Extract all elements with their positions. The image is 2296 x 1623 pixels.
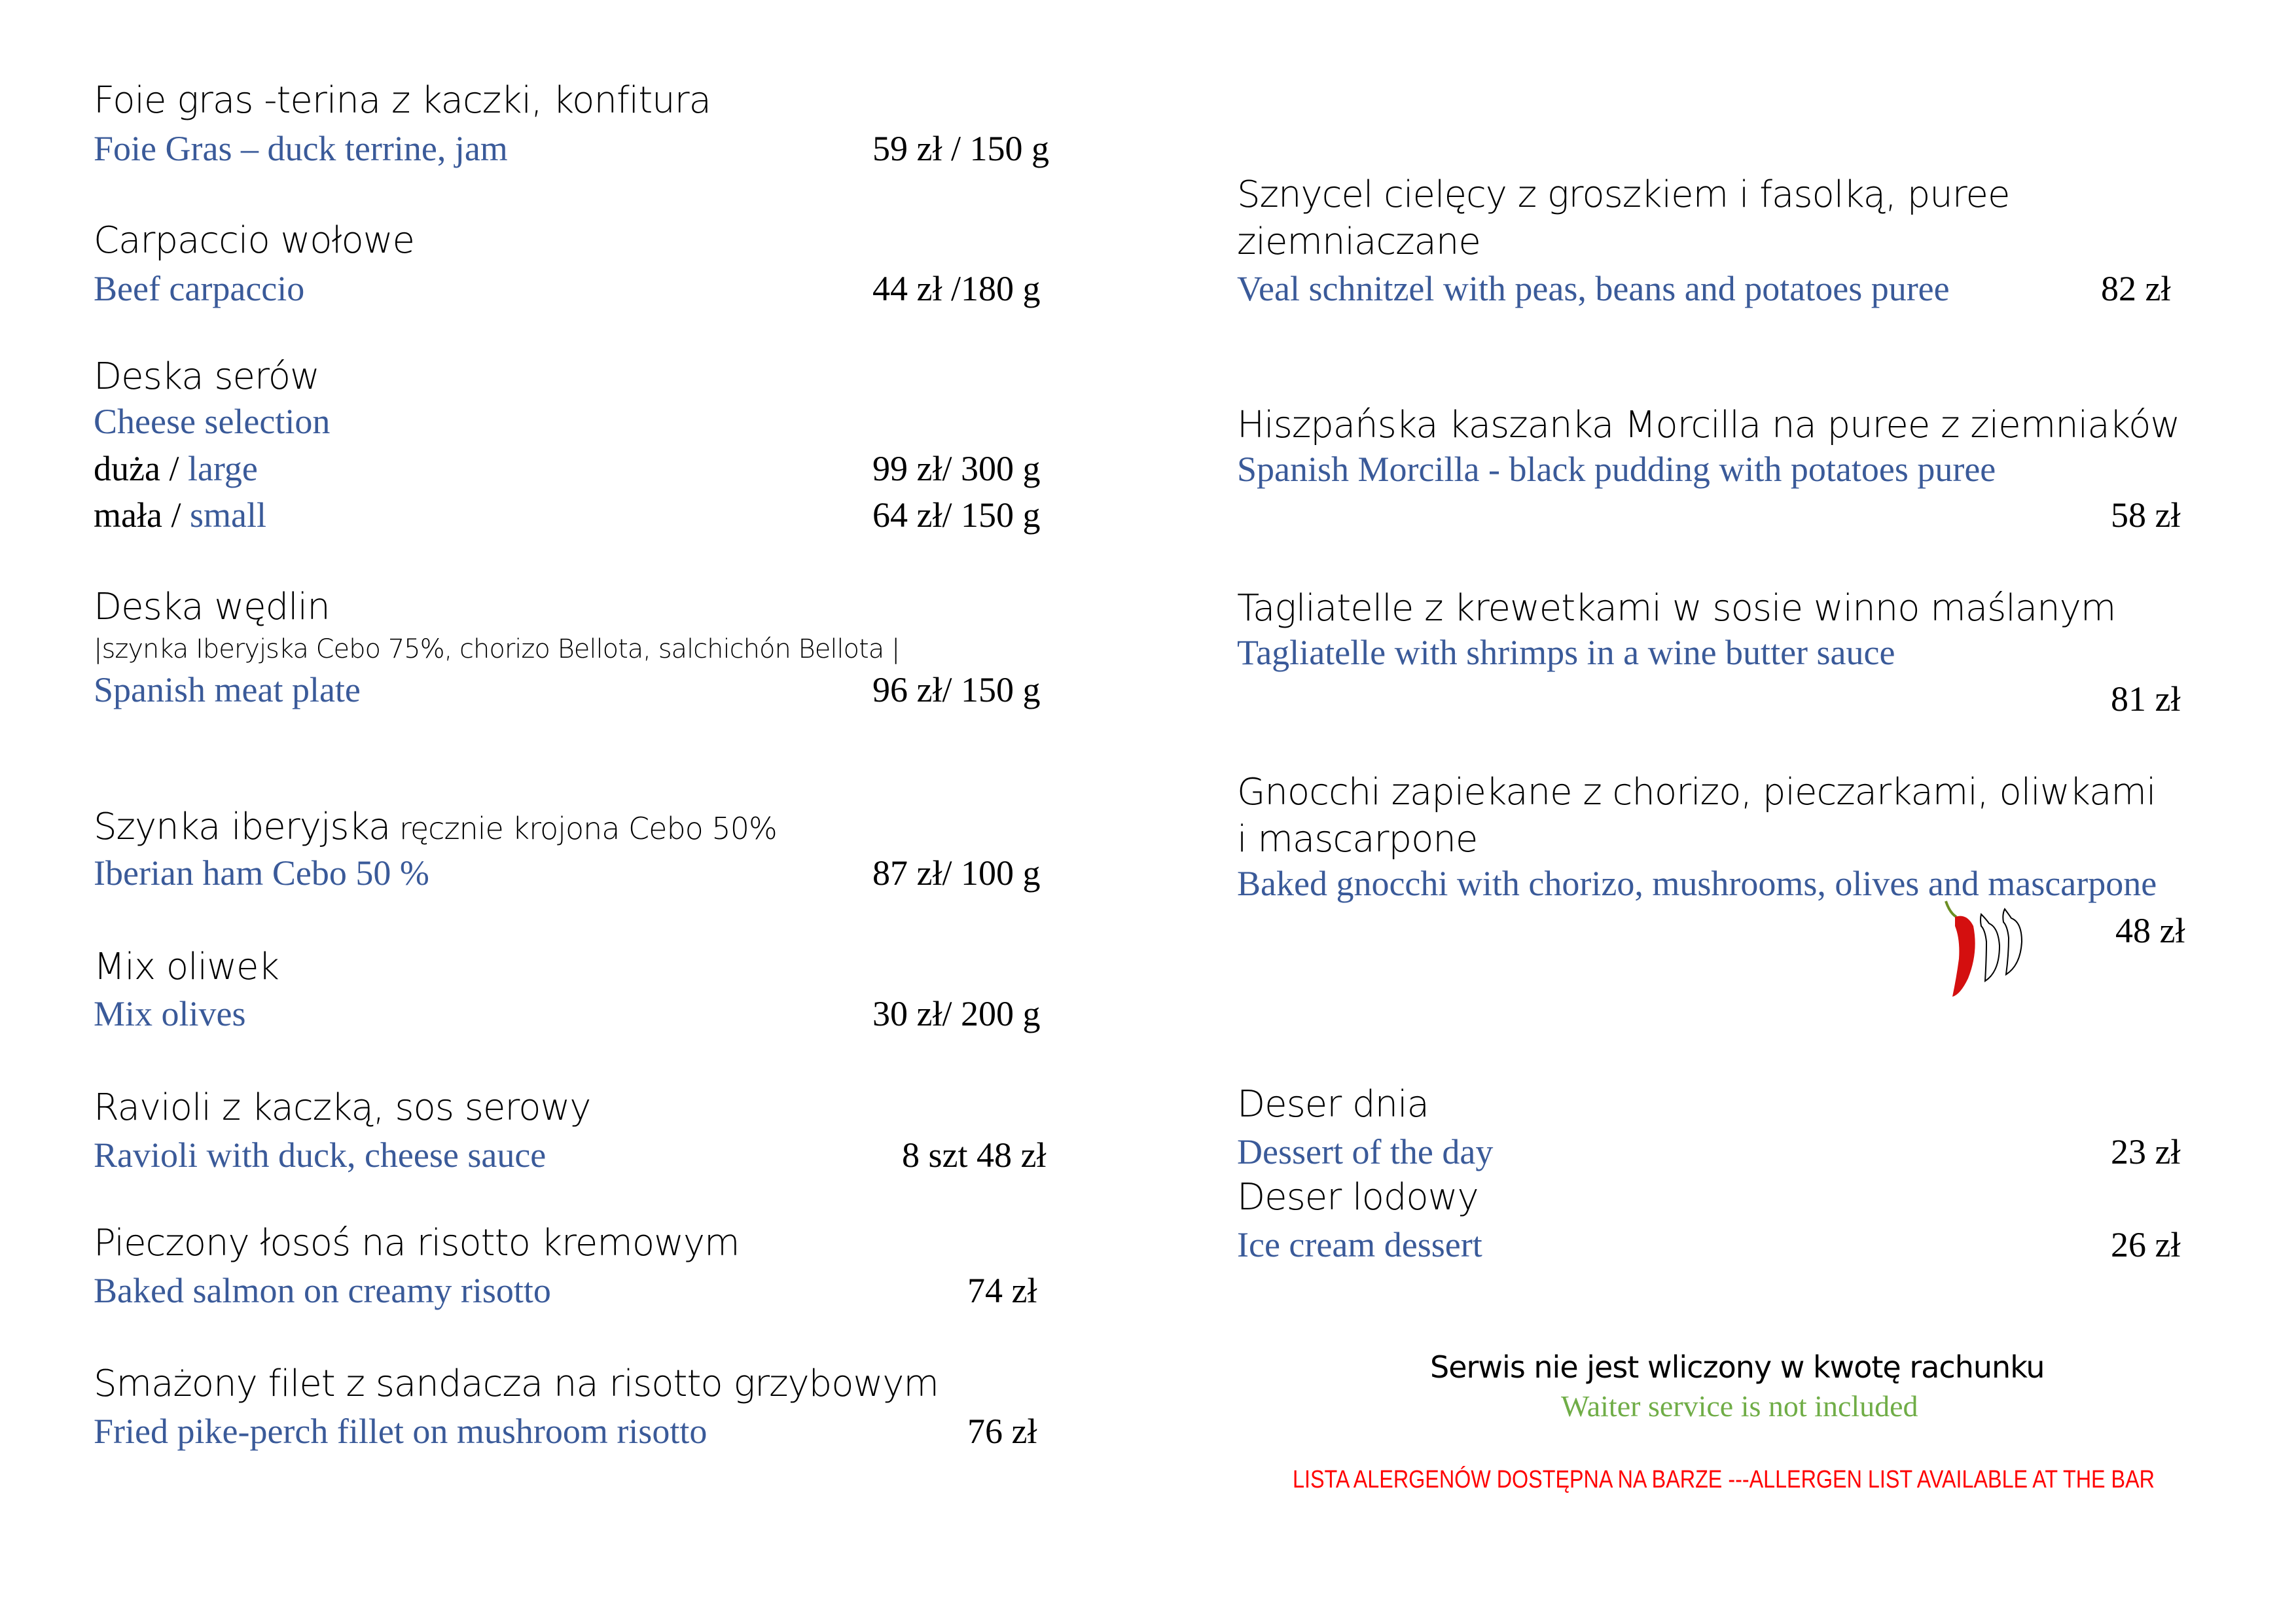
price-tagliatelle: 81 zł	[2111, 679, 2181, 719]
service-note-pl: Serwis nie jest wliczony w kwotę rachunku	[1430, 1349, 2045, 1385]
dish-en-morcilla: Spanish Morcilla - black pudding with potatoes puree	[1237, 450, 1996, 489]
dish-detail-meat-plate: |szynka Iberyjska Cebo 75%, chorizo Bellota, salchichón Bellota |	[94, 634, 900, 664]
dessert-en-day: Dessert of the day	[1237, 1132, 1494, 1171]
dish-en-gnocchi: Baked gnocchi with chorizo, mushrooms, olives and mascarpone	[1237, 864, 2157, 903]
price-gnocchi: 48 zł	[2115, 911, 2185, 950]
price-morcilla: 58 zł	[2111, 495, 2181, 535]
service-note-en: Waiter service is not included	[1561, 1389, 1918, 1423]
dish-pl-iberian-ham: Szynka iberyjska ręcznie krojona Cebo 50%	[94, 806, 777, 848]
chili-pepper-icon	[1941, 900, 2072, 1005]
dish-en-meat-plate: Spanish meat plate	[94, 670, 361, 709]
dish-en-tagliatelle: Tagliatelle with shrimps in a wine butter sauce	[1237, 633, 1895, 672]
allergen-notice: LISTA ALERGENÓW DOSTĘPNA NA BARZE ---ALLERGEN LIST AVAILABLE AT THE BAR	[1293, 1466, 2155, 1493]
price-olives: 30 zł/ 200 g	[872, 994, 1041, 1033]
price-meat-plate: 96 zł/ 150 g	[872, 670, 1041, 709]
dessert-pl-day: Deser dnia	[1237, 1083, 1429, 1126]
dish-pl-schnitzel-line1: Sznycel cielęcy z groszkiem i fasolką, puree	[1237, 173, 2010, 216]
dish-en-iberian-ham: Iberian ham Cebo 50 %	[94, 853, 429, 893]
dish-en-foie-gras: Foie Gras – duck terrine, jam	[94, 129, 508, 168]
price-iberian-ham: 87 zł/ 100 g	[872, 853, 1041, 893]
cheese-option-small: mała / small	[94, 495, 266, 535]
dish-en-olives: Mix olives	[94, 994, 246, 1033]
price-dessert-ice-cream: 26 zł	[2111, 1225, 2181, 1264]
dish-en-ravioli: Ravioli with duck, cheese sauce	[94, 1135, 547, 1175]
dish-pl-carpaccio: Carpaccio wołowe	[94, 219, 414, 262]
dish-pl-ravioli: Ravioli z kaczką, sos serowy	[94, 1086, 591, 1129]
dish-pl-salmon: Pieczony łosoś na risotto kremowym	[94, 1222, 740, 1264]
dish-pl-morcilla: Hiszpańska kaszanka Morcilla na puree z ziemniaków	[1237, 404, 2180, 446]
dish-pl-gnocchi-line2: i mascarpone	[1237, 818, 1478, 861]
dish-en-carpaccio: Beef carpaccio	[94, 269, 305, 308]
price-cheese-small: 64 zł/ 150 g	[872, 495, 1041, 535]
price-dessert-day: 23 zł	[2111, 1132, 2181, 1171]
dish-pl-cheese: Deska serów	[94, 355, 319, 398]
dish-pl-meat-plate: Deska wędlin	[94, 586, 330, 628]
price-pike-perch: 76 zł	[967, 1412, 1037, 1451]
dessert-pl-ice-cream: Deser lodowy	[1237, 1176, 1479, 1219]
price-salmon: 74 zł	[967, 1271, 1037, 1310]
cheese-option-large: duża / large	[94, 449, 258, 488]
dish-pl-gnocchi-line1: Gnocchi zapiekane z chorizo, pieczarkami, oliwkami	[1237, 771, 2156, 813]
dish-pl-pike-perch: Smażony filet z sandacza na risotto grzybowym	[94, 1363, 939, 1405]
price-carpaccio: 44 zł /180 g	[872, 269, 1041, 308]
price-foie-gras: 59 zł / 150 g	[872, 129, 1049, 168]
dish-pl-schnitzel-line2: ziemniaczane	[1237, 221, 1480, 263]
dish-en-cheese: Cheese selection	[94, 402, 331, 441]
price-schnitzel: 82 zł	[2101, 269, 2171, 308]
dish-pl-tagliatelle: Tagliatelle z krewetkami w sosie winno maślanym	[1237, 587, 2116, 630]
dessert-en-ice-cream: Ice cream dessert	[1237, 1225, 1482, 1264]
dish-en-salmon: Baked salmon on creamy risotto	[94, 1271, 551, 1310]
price-cheese-large: 99 zł/ 300 g	[872, 449, 1041, 488]
dish-pl-foie-gras: Foie gras -terina z kaczki, konfitura	[94, 79, 711, 122]
price-ravioli: 8 szt 48 zł	[902, 1135, 1047, 1175]
dish-en-schnitzel: Veal schnitzel with peas, beans and potatoes puree	[1237, 269, 1950, 308]
dish-en-pike-perch: Fried pike-perch fillet on mushroom risotto	[94, 1412, 708, 1451]
dish-pl-olives: Mix oliwek	[94, 946, 279, 988]
